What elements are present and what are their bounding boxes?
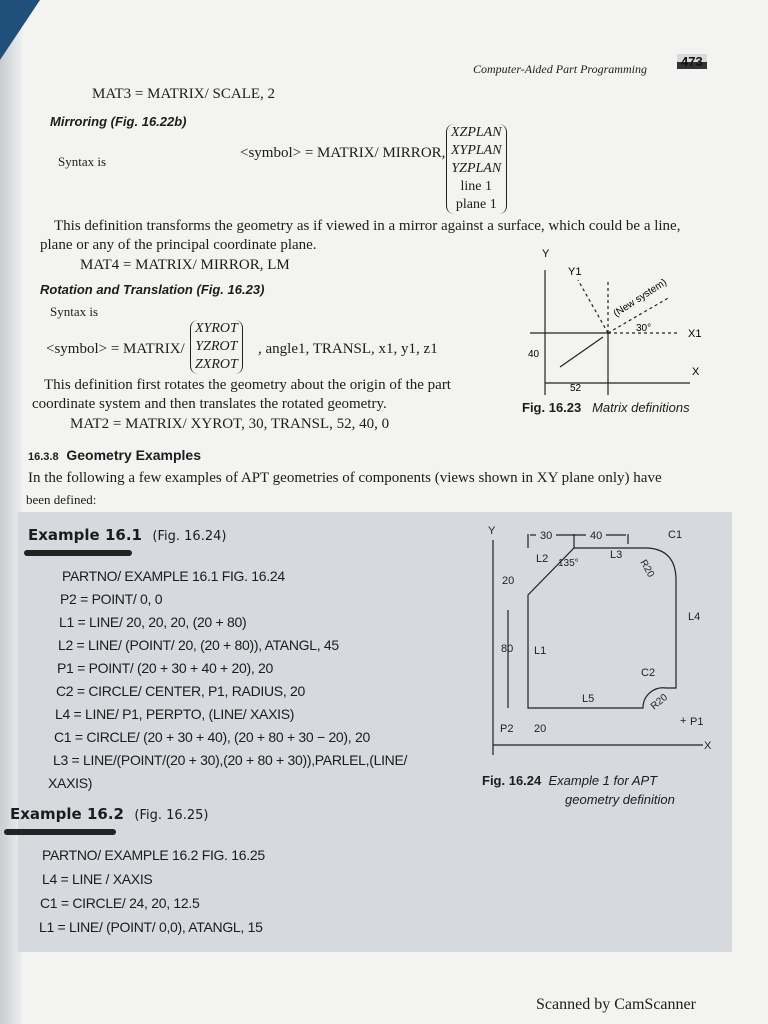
label-d20b: 20 (534, 723, 547, 735)
example-fig-ref: (Fig. 16.25) (134, 808, 209, 823)
code-line: L4 = LINE / XAXIS (42, 871, 153, 887)
fig-16-23-caption (522, 400, 690, 415)
mat3-statement: MAT3 = MATRIX/ SCALE, 2 (92, 86, 276, 102)
book-cover-edge (0, 0, 40, 60)
scanner-watermark: Scanned by CamScanner (536, 996, 696, 1013)
example-title: Example 16.2 (10, 805, 124, 823)
fig-16-23-diagram (520, 245, 720, 395)
caption-number: Fig. 16.23 (522, 400, 582, 415)
option: YZPLAN (451, 161, 502, 176)
caption-number: Fig. 16.24 (482, 773, 542, 788)
section-intro-2: been defined: (26, 492, 97, 507)
label-p1-mark: + (680, 715, 687, 727)
section-title: Geometry Examples (66, 447, 201, 463)
label-p2: P2 (500, 723, 514, 735)
rotation-options (190, 320, 243, 374)
rotation-paragraph-1: This definition first rotates the geometry about the origin of the part (44, 377, 451, 393)
section-intro-1: In the following a few examples of APT geometries of components (views shown in XY plane only) have (28, 470, 662, 486)
example-fig-ref: (Fig. 16.24) (152, 529, 227, 544)
label-d30: 30 (540, 530, 553, 542)
code-line: L4 = LINE/ P1, PERPTO, (LINE/ XAXIS) (55, 706, 295, 722)
label-l2: L2 (536, 553, 549, 565)
rotation-syntax: <symbol> = MATRIX/ (46, 341, 185, 357)
label-l1: L1 (534, 645, 547, 657)
fig-16-24-diagram (478, 520, 718, 760)
label-x: X (704, 740, 712, 752)
mirror-paragraph-1: This definition transforms the geometry as if viewed in a mirror against a surface, which could be a line, (54, 218, 681, 234)
option: YZROT (195, 339, 238, 354)
label-y1: Y1 (568, 266, 582, 278)
syntax-label: Syntax is (58, 154, 107, 169)
code-line: C2 = CIRCLE/ CENTER, P1, RADIUS, 20 (56, 683, 305, 699)
code-line: L2 = LINE/ (POINT/ 20, (20 + 80)), ATANGL, 45 (58, 637, 339, 653)
fig-16-24-caption-line-1 (482, 773, 657, 788)
option: ZXROT (195, 357, 238, 372)
heading-underline (4, 829, 116, 835)
mirroring-heading: Mirroring (Fig. 16.22b) (50, 114, 187, 129)
option: XZPLAN (451, 125, 502, 140)
example-16-1-heading (28, 526, 226, 544)
option: line 1 (460, 179, 493, 194)
label-l3: L3 (610, 549, 623, 561)
code-line: PARTNO/ EXAMPLE 16.1 FIG. 16.24 (62, 568, 285, 584)
label-d80: 80 (501, 643, 514, 655)
code-line: P1 = POINT/ (20 + 30 + 40 + 20), 20 (57, 660, 273, 676)
rotation-heading: Rotation and Translation (Fig. 16.23) (40, 282, 265, 297)
code-line: PARTNO/ EXAMPLE 16.2 FIG. 16.25 (42, 847, 265, 863)
section-heading (28, 447, 201, 463)
label-dy: 40 (528, 349, 540, 360)
heading-underline (24, 550, 132, 556)
label-p1: P1 (690, 716, 704, 728)
label-d40: 40 (590, 530, 603, 542)
label-y: Y (488, 525, 496, 537)
option: plane 1 (455, 197, 497, 212)
label-r20-c2: R20 (648, 692, 670, 713)
running-title: Computer-Aided Part Programming (473, 62, 647, 76)
label-angle: 30° (636, 323, 652, 334)
label-c2: C2 (641, 667, 656, 679)
fig-16-24-caption-line-2: geometry definition (565, 792, 675, 807)
code-line: L1 = LINE/ 20, 20, 20, (20 + 80) (59, 614, 247, 630)
mirror-paragraph-2: plane or any of the principal coordinate plane. (40, 237, 317, 253)
page-number: 473 (677, 54, 707, 69)
caption-text: Matrix definitions (592, 400, 690, 415)
mat4-statement: MAT4 = MATRIX/ MIRROR, LM (80, 257, 290, 273)
option: XYROT (195, 321, 238, 336)
example-16-2-heading (10, 805, 208, 823)
label-r20-c1: R20 (637, 558, 657, 580)
section-number: 16.3.8 (28, 451, 59, 463)
mirror-options (446, 124, 507, 214)
code-line: L1 = LINE/ (POINT/ 0,0), ATANGL, 15 (39, 919, 263, 935)
label-l4: L4 (688, 611, 701, 623)
caption-text: Example 1 for APT (548, 773, 658, 788)
code-line: C1 = CIRCLE/ 24, 20, 12.5 (40, 895, 200, 911)
rotation-paragraph-2: coordinate system and then translates the rotated geometry. (32, 396, 387, 412)
label-new-system: (New system) (611, 276, 669, 320)
rotation-syntax-params: , angle1, TRANSL, x1, y1, z1 (258, 341, 438, 357)
label-135: 135° (558, 558, 579, 569)
mirror-syntax: <symbol> = MATRIX/ MIRROR, (240, 145, 446, 161)
label-dx: 52 (570, 383, 582, 394)
label-d20: 20 (502, 575, 515, 587)
label-l5: L5 (582, 693, 595, 705)
mat2-statement: MAT2 = MATRIX/ XYROT, 30, TRANSL, 52, 40, 0 (70, 416, 390, 432)
label-y: Y (542, 248, 550, 260)
label-x1: X1 (688, 328, 702, 340)
label-c1: C1 (668, 529, 683, 541)
example-16-2-code (39, 843, 265, 939)
example-title: Example 16.1 (28, 526, 142, 544)
option: XYPLAN (451, 143, 502, 158)
syntax-label: Syntax is (50, 304, 99, 319)
code-line: P2 = POINT/ 0, 0 (60, 591, 163, 607)
code-line: XAXIS) (48, 775, 93, 791)
label-x: X (692, 366, 700, 378)
example-16-1-code (48, 565, 408, 795)
code-line: C1 = CIRCLE/ (20 + 30 + 40), (20 + 80 + 30 − 20), 20 (54, 729, 370, 745)
code-line: L3 = LINE/(POINT/(20 + 30),(20 + 80 + 30)),PARLEL,(LINE/ (53, 752, 408, 768)
